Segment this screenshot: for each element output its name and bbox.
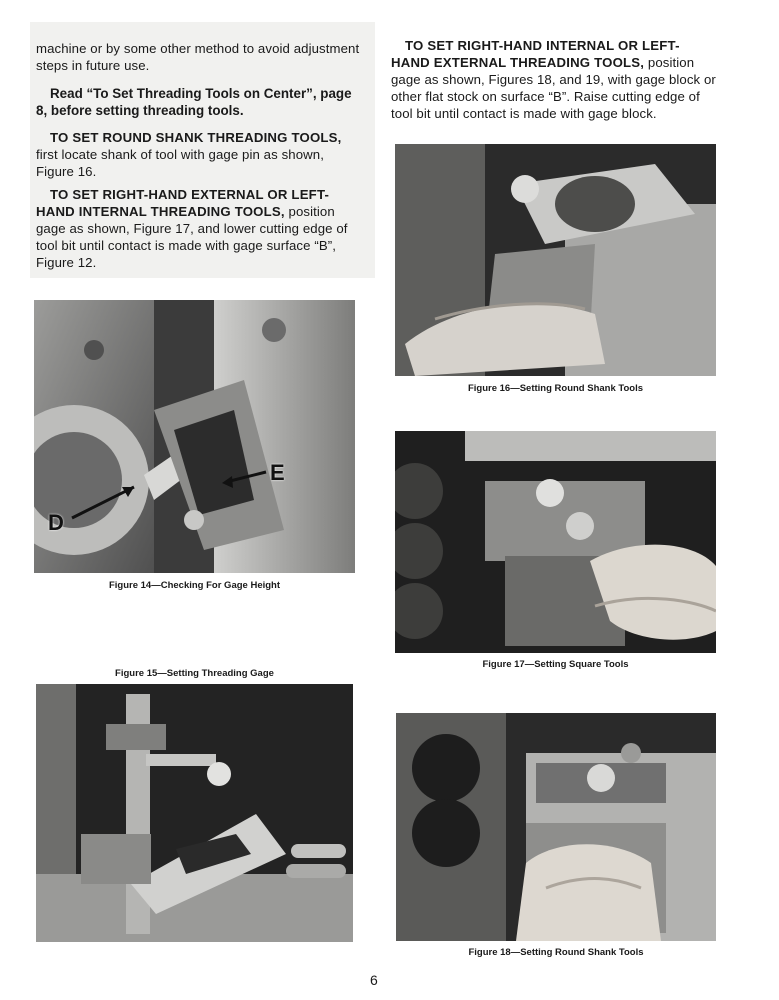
figure-15-photo — [36, 684, 353, 942]
rh-internal-paragraph — [391, 37, 716, 122]
figure-16-caption: Figure 16—Setting Round Shank Tools — [467, 383, 644, 394]
callout-label-d: D — [48, 510, 64, 535]
paragraph-continuation — [36, 40, 375, 74]
figure-18-caption: Figure 18—Setting Round Shank Tools — [468, 947, 644, 958]
round-shank-heading: TO SET ROUND SHANK THREADING TOOLS, — [50, 130, 342, 145]
callout-label-e: E — [270, 460, 285, 485]
page-number: 6 — [370, 972, 378, 988]
round-shank-paragraph — [36, 129, 361, 180]
rh-external-paragraph — [36, 186, 361, 271]
left-text-block — [30, 22, 375, 278]
figure-14-caption: Figure 14—Checking For Gage Height — [108, 580, 281, 591]
rh-external-heading: TO SET RIGHT-HAND EXTERNAL OR LEFT-HAND INTERNAL THREADING TOOLS, — [36, 187, 330, 219]
callout-arrows — [34, 300, 355, 573]
right-text-block — [391, 22, 716, 122]
paragraph-continuation-text: machine or by some other method to avoid adjustment steps in future use. — [36, 41, 360, 73]
rh-internal-heading: TO SET RIGHT-HAND INTERNAL OR LEFT-HAND EXTERNAL THREADING TOOLS, — [391, 38, 680, 70]
round-shank-body: first locate shank of tool with gage pin as shown, Figure 16. — [36, 147, 324, 179]
figure-16-photo — [395, 144, 716, 376]
center-setting-note-text: Read “To Set Threading Tools on Center”, page 8, before setting threading tools. — [36, 86, 352, 118]
rh-internal-body: position gage as shown, Figures 18, and 19, with gage block or other flat stock on surface “B”. Raise cutting edge of tool bit until contact is made with gage block. — [391, 55, 716, 121]
figure-15-caption: Figure 15—Setting Threading Gage — [115, 668, 274, 679]
figure-17-caption: Figure 17—Setting Square Tools — [482, 659, 629, 670]
center-setting-note — [36, 85, 356, 119]
rh-external-body: position gage as shown, Figure 17, and lower cutting edge of tool bit until contact is made with gage surface “B”, Figure 12. — [36, 204, 348, 270]
figure-14-photo — [34, 300, 355, 573]
figure-17-photo — [395, 431, 716, 653]
figure-18-photo — [396, 713, 716, 941]
